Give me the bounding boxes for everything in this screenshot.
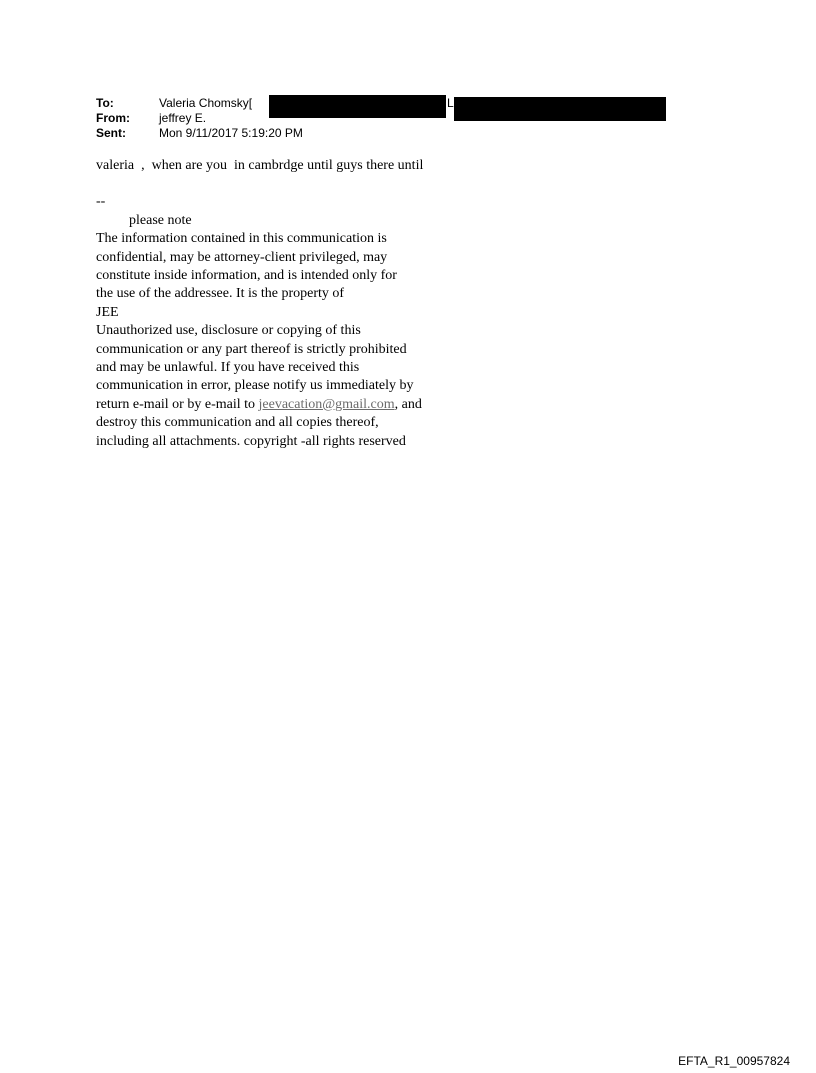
disclaimer-line: communication or any part thereof is strictly prohibited — [96, 341, 407, 357]
disclaimer-text: return e-mail or by e-mail to — [96, 396, 259, 412]
to-value: Valeria Chomsky[ — [159, 96, 253, 110]
to-label: To: — [96, 96, 114, 110]
please-note-label: please note — [129, 212, 192, 228]
sent-label: Sent: — [96, 126, 126, 140]
from-label: From: — [96, 111, 130, 125]
disclaimer-line: confidential, may be attorney-client privileged, may — [96, 249, 388, 265]
redaction-box — [269, 95, 446, 118]
disclaimer-text: , and — [394, 396, 422, 412]
redaction-box — [454, 97, 666, 121]
signature-separator: -- — [96, 194, 106, 210]
disclaimer-line: the use of the addressee. It is the property of — [96, 286, 345, 302]
document-id: EFTA_R1_00957824 — [678, 1054, 790, 1068]
confidentiality-disclaimer — [96, 230, 516, 451]
disclaimer-line: destroy this communication and all copies thereof, — [96, 415, 379, 431]
sent-value: Mon 9/11/2017 5:19:20 PM — [159, 126, 303, 140]
disclaimer-line: including all attachments. copyright -all rights reserved — [96, 433, 406, 449]
disclaimer-line: The information contained in this communication is — [96, 231, 387, 247]
disclaimer-line: communication in error, please notify us immediately by — [96, 378, 414, 394]
message-text: valeria , when are you in cambrdge until guys there until — [96, 158, 424, 173]
disclaimer-line — [96, 396, 516, 414]
disclaimer-line: Unauthorized use, disclosure or copying of this — [96, 323, 361, 339]
disclaimer-line: and may be unlawful. If you have received this — [96, 360, 360, 376]
from-value: jeffrey E. — [159, 111, 207, 125]
disclaimer-line: JEE — [96, 304, 119, 320]
disclaimer-line: constitute inside information, and is intended only for — [96, 268, 397, 284]
email-link[interactable]: jeevacation@gmail.com — [258, 396, 395, 412]
to-partial-char: L — [447, 96, 454, 110]
email-body — [96, 157, 516, 451]
